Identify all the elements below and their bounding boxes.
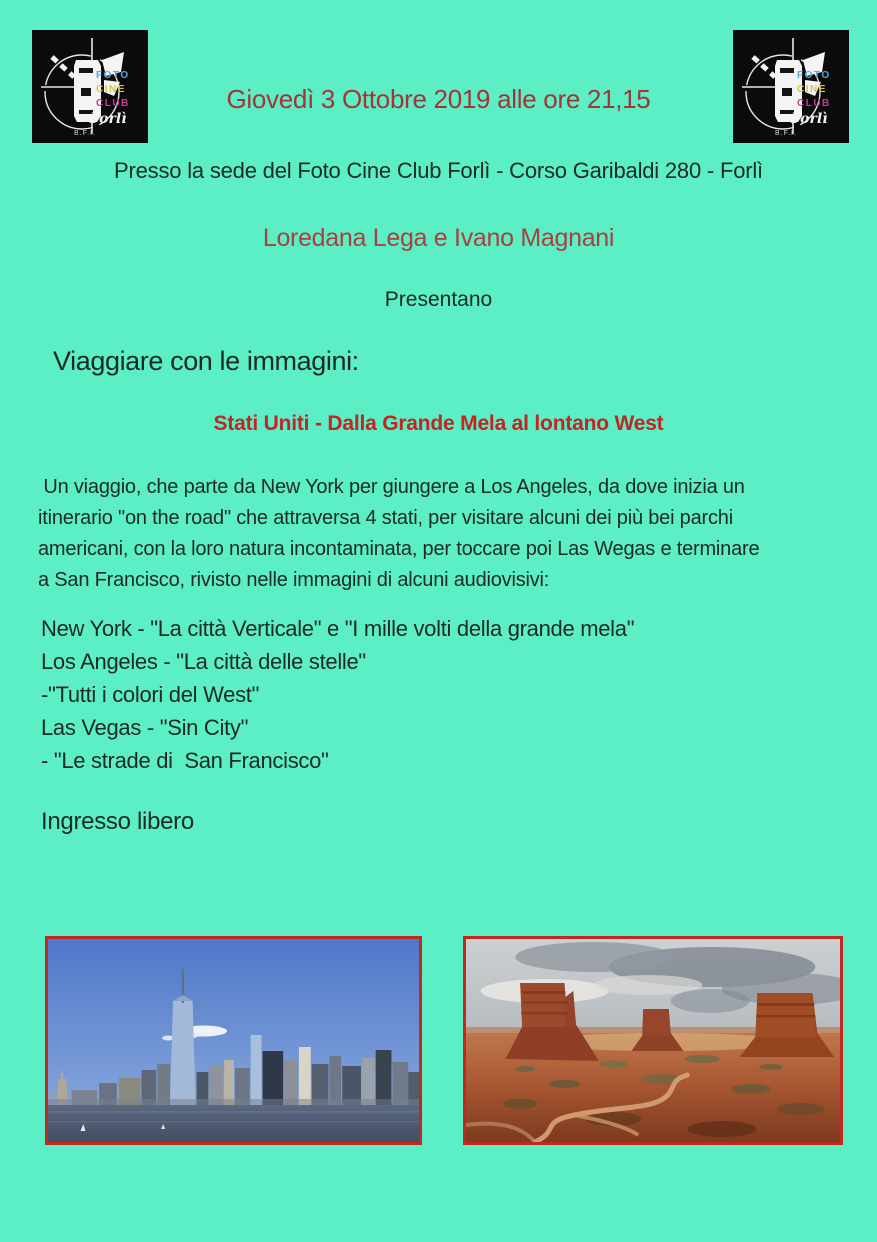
description-line: Un viaggio, che parte da New York per giungere a Los Angeles, da dove inizia un: [38, 476, 745, 498]
program-list: [41, 612, 634, 777]
description-line: a San Francisco, rivisto nelle immagini di alcuni audiovisivi:: [38, 569, 550, 591]
logo-word-cine: CINE: [96, 84, 126, 95]
description-line: americani, con la loro natura incontaminata, per toccare poi Las Wegas e terminare: [38, 538, 760, 560]
program-item: Los Angeles - "La città delle stelle": [41, 649, 366, 674]
description-line: itinerario "on the road" che attraversa 4 stati, per visitare alcuni dei più bei parchi: [38, 507, 733, 529]
logo-affiliation: B.F.I.: [74, 130, 96, 137]
event-presenters: Loredana Lega e Ivano Magnani: [262, 224, 615, 252]
program-item: New York - "La città Verticale" e "I mille volti della grande mela": [41, 616, 635, 641]
show-title: Stati Uniti - Dalla Grande Mela al lontano West: [213, 412, 664, 435]
logo-word-foto: FOTO: [96, 70, 130, 81]
monument-valley-photo: [463, 936, 843, 1145]
event-venue: Presso la sede del Foto Cine Club Forlì - Corso Garibaldi 280 - Forlì: [114, 158, 763, 183]
logo-word-cine: CINE: [797, 84, 827, 95]
logo-word-foto: FOTO: [797, 70, 831, 81]
logo-word-club: CLUB: [797, 98, 831, 109]
presents-label: Presentano: [384, 288, 493, 311]
program-item: - "Le strade di San Francisco": [41, 748, 329, 773]
logo-city: Forlì: [791, 111, 828, 127]
logo-city: Forlì: [90, 111, 127, 127]
logo-affiliation: B.F.I.: [775, 130, 797, 137]
program-item: Las Vegas - "Sin City": [41, 715, 249, 740]
event-datetime: Giovedì 3 Ottobre 2019 alle ore 21,15: [226, 84, 651, 114]
new-york-skyline-photo: [45, 936, 422, 1145]
event-description: [38, 472, 759, 596]
admission-info: Ingresso libero: [41, 808, 194, 835]
series-title: Viaggiare con le immagini:: [53, 346, 359, 376]
logo-word-club: CLUB: [96, 98, 130, 109]
program-item: -"Tutti i colori del West": [41, 682, 260, 707]
